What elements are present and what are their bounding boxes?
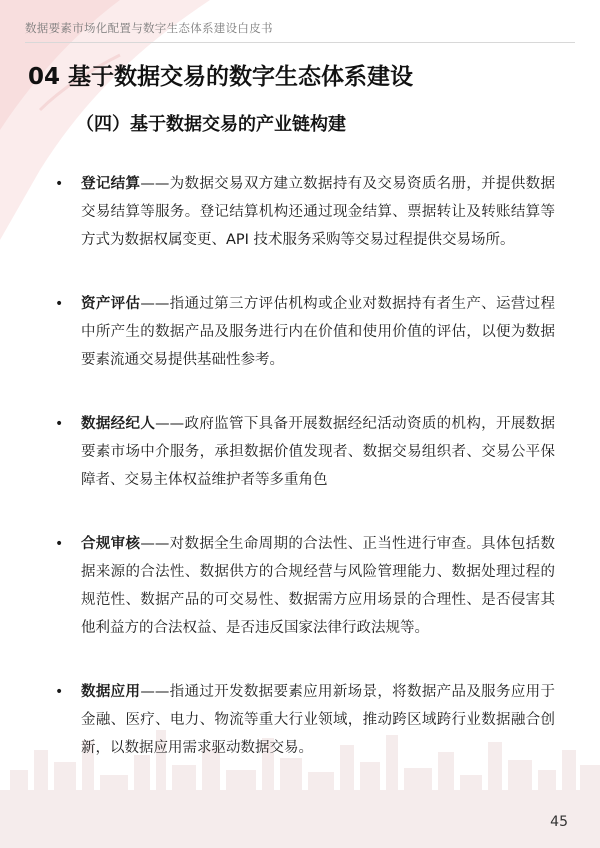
list-item [55,530,555,642]
item-term: 资产评估 [81,296,141,312]
item-term: 数据应用 [81,684,141,700]
item-text: ——政府监管下具备开展数据经纪活动资质的机构，开展数据要素市场中介服务，承担数据价值发现者、数据交易组织者、交易公平保障者、交易主体权益维护者等多重角色 [81,416,556,488]
item-text: ——指通过第三方评估机构或企业对数据持有者生产、运营过程中所产生的数据产品及服务进行内在价值和使用价值的评估，以便为数据要素流通交易提供基础性参考。 [81,296,556,368]
item-term: 登记结算 [81,176,141,192]
list-item [55,170,555,254]
item-text: ——指通过开发数据要素应用新场景，将数据产品及服务应用于金融、医疗、电力、物流等重大行业领域，推动跨区域跨行业数据融合创新，以数据应用需求驱动数据交易。 [81,684,556,756]
bullet-icon: • [55,684,64,700]
bullet-icon: • [55,536,64,552]
page-number: 45 [550,814,568,830]
item-text: ——为数据交易双方建立数据持有及交易资质名册，并提供数据交易结算等服务。登记结算机构还通过现金结算、票据转让及转账结算等方式为数据权属变更、API 技术服务采购等交易过程提供交易场所。 [81,176,556,248]
item-term: 合规审核 [81,536,141,552]
bullet-icon: • [55,416,64,432]
section-title: （四）基于数据交易的产业链构建 [76,114,346,135]
document-title: 数据要素市场化配置与数字生态体系建设白皮书 [25,21,273,35]
list-item [55,410,555,494]
header-divider [25,42,575,43]
bullet-icon: • [55,176,64,192]
item-text: ——对数据全生命周期的合法性、正当性进行审查。具体包括数据来源的合法性、数据供方的合规经营与风险管理能力、数据处理过程的规范性、数据产品的可交易性、数据需方应用场景的合理性、是否侵害其他利益方的合法权益、是否违反国家法律行政法规等。 [81,536,556,636]
bullet-icon: • [55,296,64,312]
list-item [55,290,555,374]
page-title: 04 基于数据交易的数字生态体系建设 [28,64,414,90]
bullet-list [55,170,555,798]
list-item [55,678,555,762]
item-term: 数据经纪人 [81,416,156,432]
